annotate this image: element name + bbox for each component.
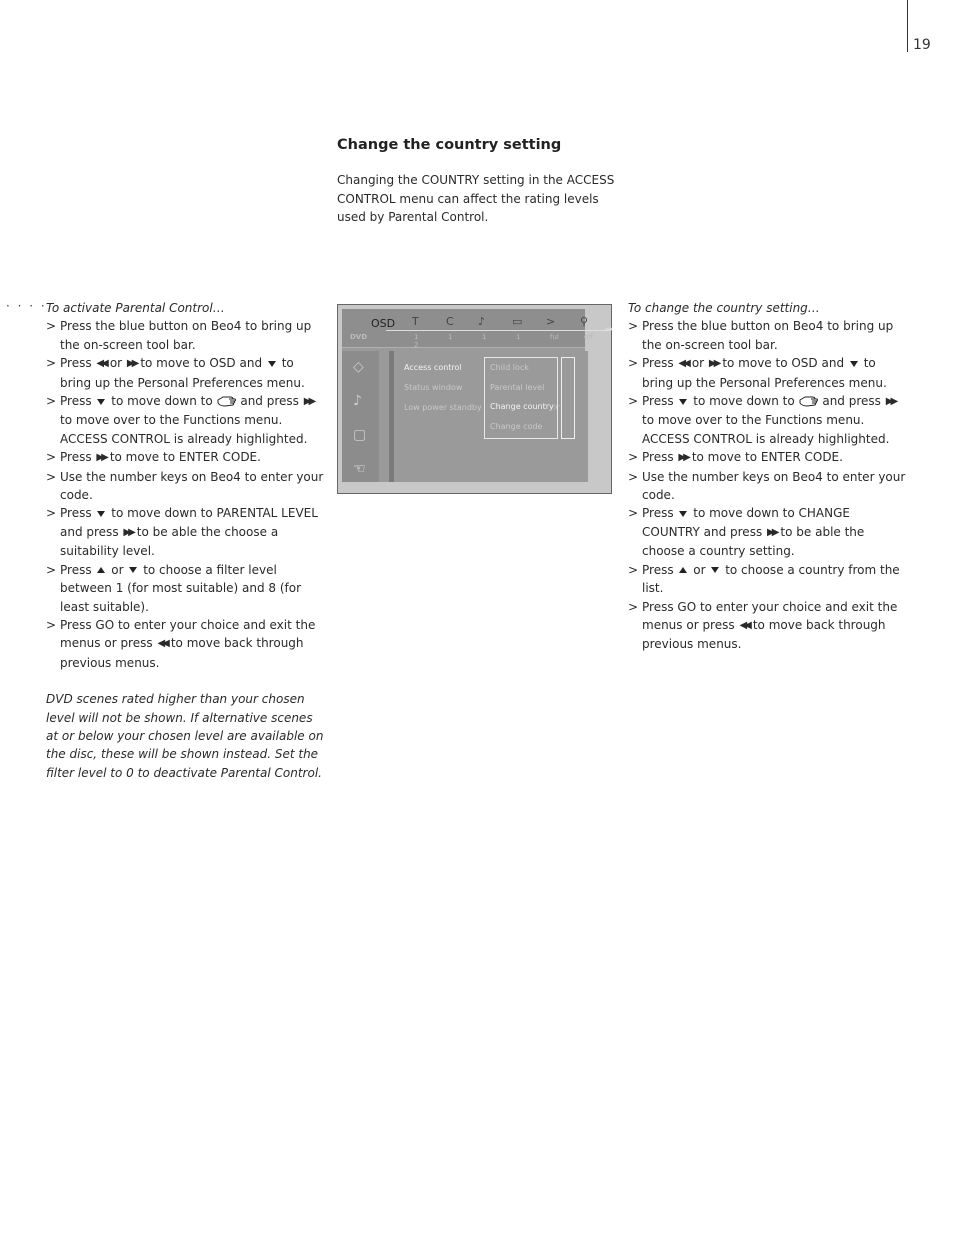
step: > Use the number keys on Beo4 to enter your code.	[628, 468, 908, 505]
hand-icon	[799, 392, 819, 410]
arrow-down-icon	[97, 511, 105, 517]
right-lead: To change the country setting…	[628, 301, 820, 315]
arrow-down-icon	[711, 567, 719, 573]
step: > Press GO to enter your choice and exit the menus or press ◀◀ to move back through previous menus.	[46, 616, 324, 672]
speech-bubble-icon: ▢	[353, 427, 367, 443]
left-lead: To activate Parental Control…	[46, 301, 225, 315]
osd-divider	[389, 351, 394, 482]
menu-item-status-window[interactable]: Status window	[404, 383, 463, 392]
fast-forward-icon: ▶▶	[126, 358, 137, 370]
music-note-icon: ♪	[353, 393, 362, 409]
step: > Press to move down to PARENTAL LEVEL and press ▶▶ to be able the choose a suitability level.	[46, 504, 324, 560]
osd-screenshot	[337, 304, 612, 494]
osd-scroll-column	[561, 357, 575, 439]
osd-arrow-line	[386, 330, 610, 331]
step: > Press the blue button on Beo4 to bring up the on-screen tool bar.	[46, 317, 324, 354]
osd-sidebar	[342, 351, 379, 482]
fast-forward-icon: ▶▶	[303, 396, 314, 408]
step: > Press or to choose a country from the list.	[628, 561, 908, 598]
arrow-down-icon	[679, 399, 687, 405]
arrow-up-icon	[97, 567, 105, 573]
osd-screen	[342, 309, 613, 482]
arrow-down-icon	[129, 567, 137, 573]
submenu-parental-level[interactable]: Parental level	[490, 383, 545, 392]
osd-value: 1	[516, 333, 521, 341]
page-rule	[907, 0, 908, 52]
zoom-icon: ⚲	[580, 315, 589, 328]
step: > Press the blue button on Beo4 to bring up the on-screen tool bar.	[628, 317, 908, 354]
arrow-down-icon	[850, 361, 858, 367]
fast-forward-icon: ▶▶	[885, 396, 896, 408]
pointer-icon: ☞	[552, 403, 561, 413]
osd-value: 1	[448, 333, 453, 341]
osd-label: OSD	[371, 317, 396, 330]
submenu-child-lock[interactable]: Child lock	[490, 363, 529, 372]
parental-note: DVD scenes rated higher than your chosen level will not be shown. If alternative scenes at or below your chosen level are available on the disc, these will be shown instead. Set the filter level to 0 to deactivate Parental Control.	[46, 692, 324, 780]
step: > Press to move down to CHANGE COUNTRY and press ▶▶ to be able the choose a country setting.	[628, 504, 908, 560]
fast-forward-icon: ▶▶	[678, 452, 688, 464]
step: > Press ▶▶ to move to ENTER CODE.	[46, 448, 324, 467]
chapter-icon: C	[446, 315, 454, 328]
angle-icon: >	[546, 315, 556, 328]
osd-value: off	[584, 333, 594, 341]
osd-value: 1 2	[414, 333, 419, 349]
title-icon: T	[412, 315, 419, 328]
fast-forward-icon: ▶▶	[767, 526, 777, 538]
menu-item-access-control[interactable]: Access control	[404, 363, 462, 372]
step: > Press to move down to and press ▶▶to move over to the Functions menu. ACCESS CONTROL is already highlighted.	[628, 392, 908, 448]
menu-item-low-power-standby[interactable]: Low power standby	[404, 403, 482, 412]
osd-value: 1	[482, 333, 487, 341]
fast-forward-icon: ▶▶	[708, 358, 719, 370]
rewind-icon: ◀◀	[678, 358, 688, 370]
subtitle-icon: ▭	[512, 315, 523, 328]
right-steps	[628, 317, 908, 653]
rewind-icon: ◀◀	[157, 638, 167, 650]
rewind-icon: ◀◀	[739, 619, 749, 631]
preferences-icon: ◇	[353, 359, 364, 375]
hand-icon	[217, 392, 237, 410]
country-setting-instructions	[628, 299, 908, 654]
submenu-change-code[interactable]: Change code	[490, 422, 543, 431]
step: > Use the number keys on Beo4 to enter your code.	[46, 468, 324, 505]
step: > Press ◀◀ or ▶▶ to move to OSD and to bring up the Personal Preferences menu.	[628, 354, 908, 392]
parental-control-instructions	[46, 299, 324, 782]
rewind-icon: ◀◀	[96, 358, 106, 370]
intro-paragraph: Changing the COUNTRY setting in the ACCESS CONTROL menu can affect the rating levels used by Parental Control.	[337, 173, 615, 224]
arrow-down-icon	[97, 399, 105, 405]
step: > Press ▶▶ to move to ENTER CODE.	[628, 448, 908, 467]
fast-forward-icon: ▶▶	[123, 526, 133, 538]
arrow-down-icon	[268, 361, 276, 367]
step: > Press GO to enter your choice and exit the menus or press ◀◀ to move back through previous menus.	[628, 598, 908, 654]
margin-dots: · · · ·	[6, 299, 47, 313]
submenu-change-country[interactable]: Change country	[490, 402, 554, 411]
hand-icon: ☜	[353, 461, 366, 477]
dvd-logo: DVD	[350, 333, 368, 341]
osd-value: ful	[550, 333, 559, 341]
audio-icon: ♪	[478, 315, 486, 328]
arrow-right-icon: →	[605, 325, 613, 335]
left-steps	[46, 317, 324, 672]
section-heading: Change the country setting	[337, 137, 562, 153]
arrow-up-icon	[679, 567, 687, 573]
step: > Press or to choose a filter level between 1 (for most suitable) and 8 (for least suitable).	[46, 561, 324, 616]
page-number: 19	[913, 37, 931, 53]
step: > Press ◀◀ or ▶▶ to move to OSD and to bring up the Personal Preferences menu.	[46, 354, 324, 392]
fast-forward-icon: ▶▶	[96, 452, 106, 464]
step: > Press to move down to and press ▶▶to move over to the Functions menu. ACCESS CONTROL is already highlighted.	[46, 392, 324, 448]
osd-toolbar	[342, 309, 613, 349]
arrow-down-icon	[679, 511, 687, 517]
